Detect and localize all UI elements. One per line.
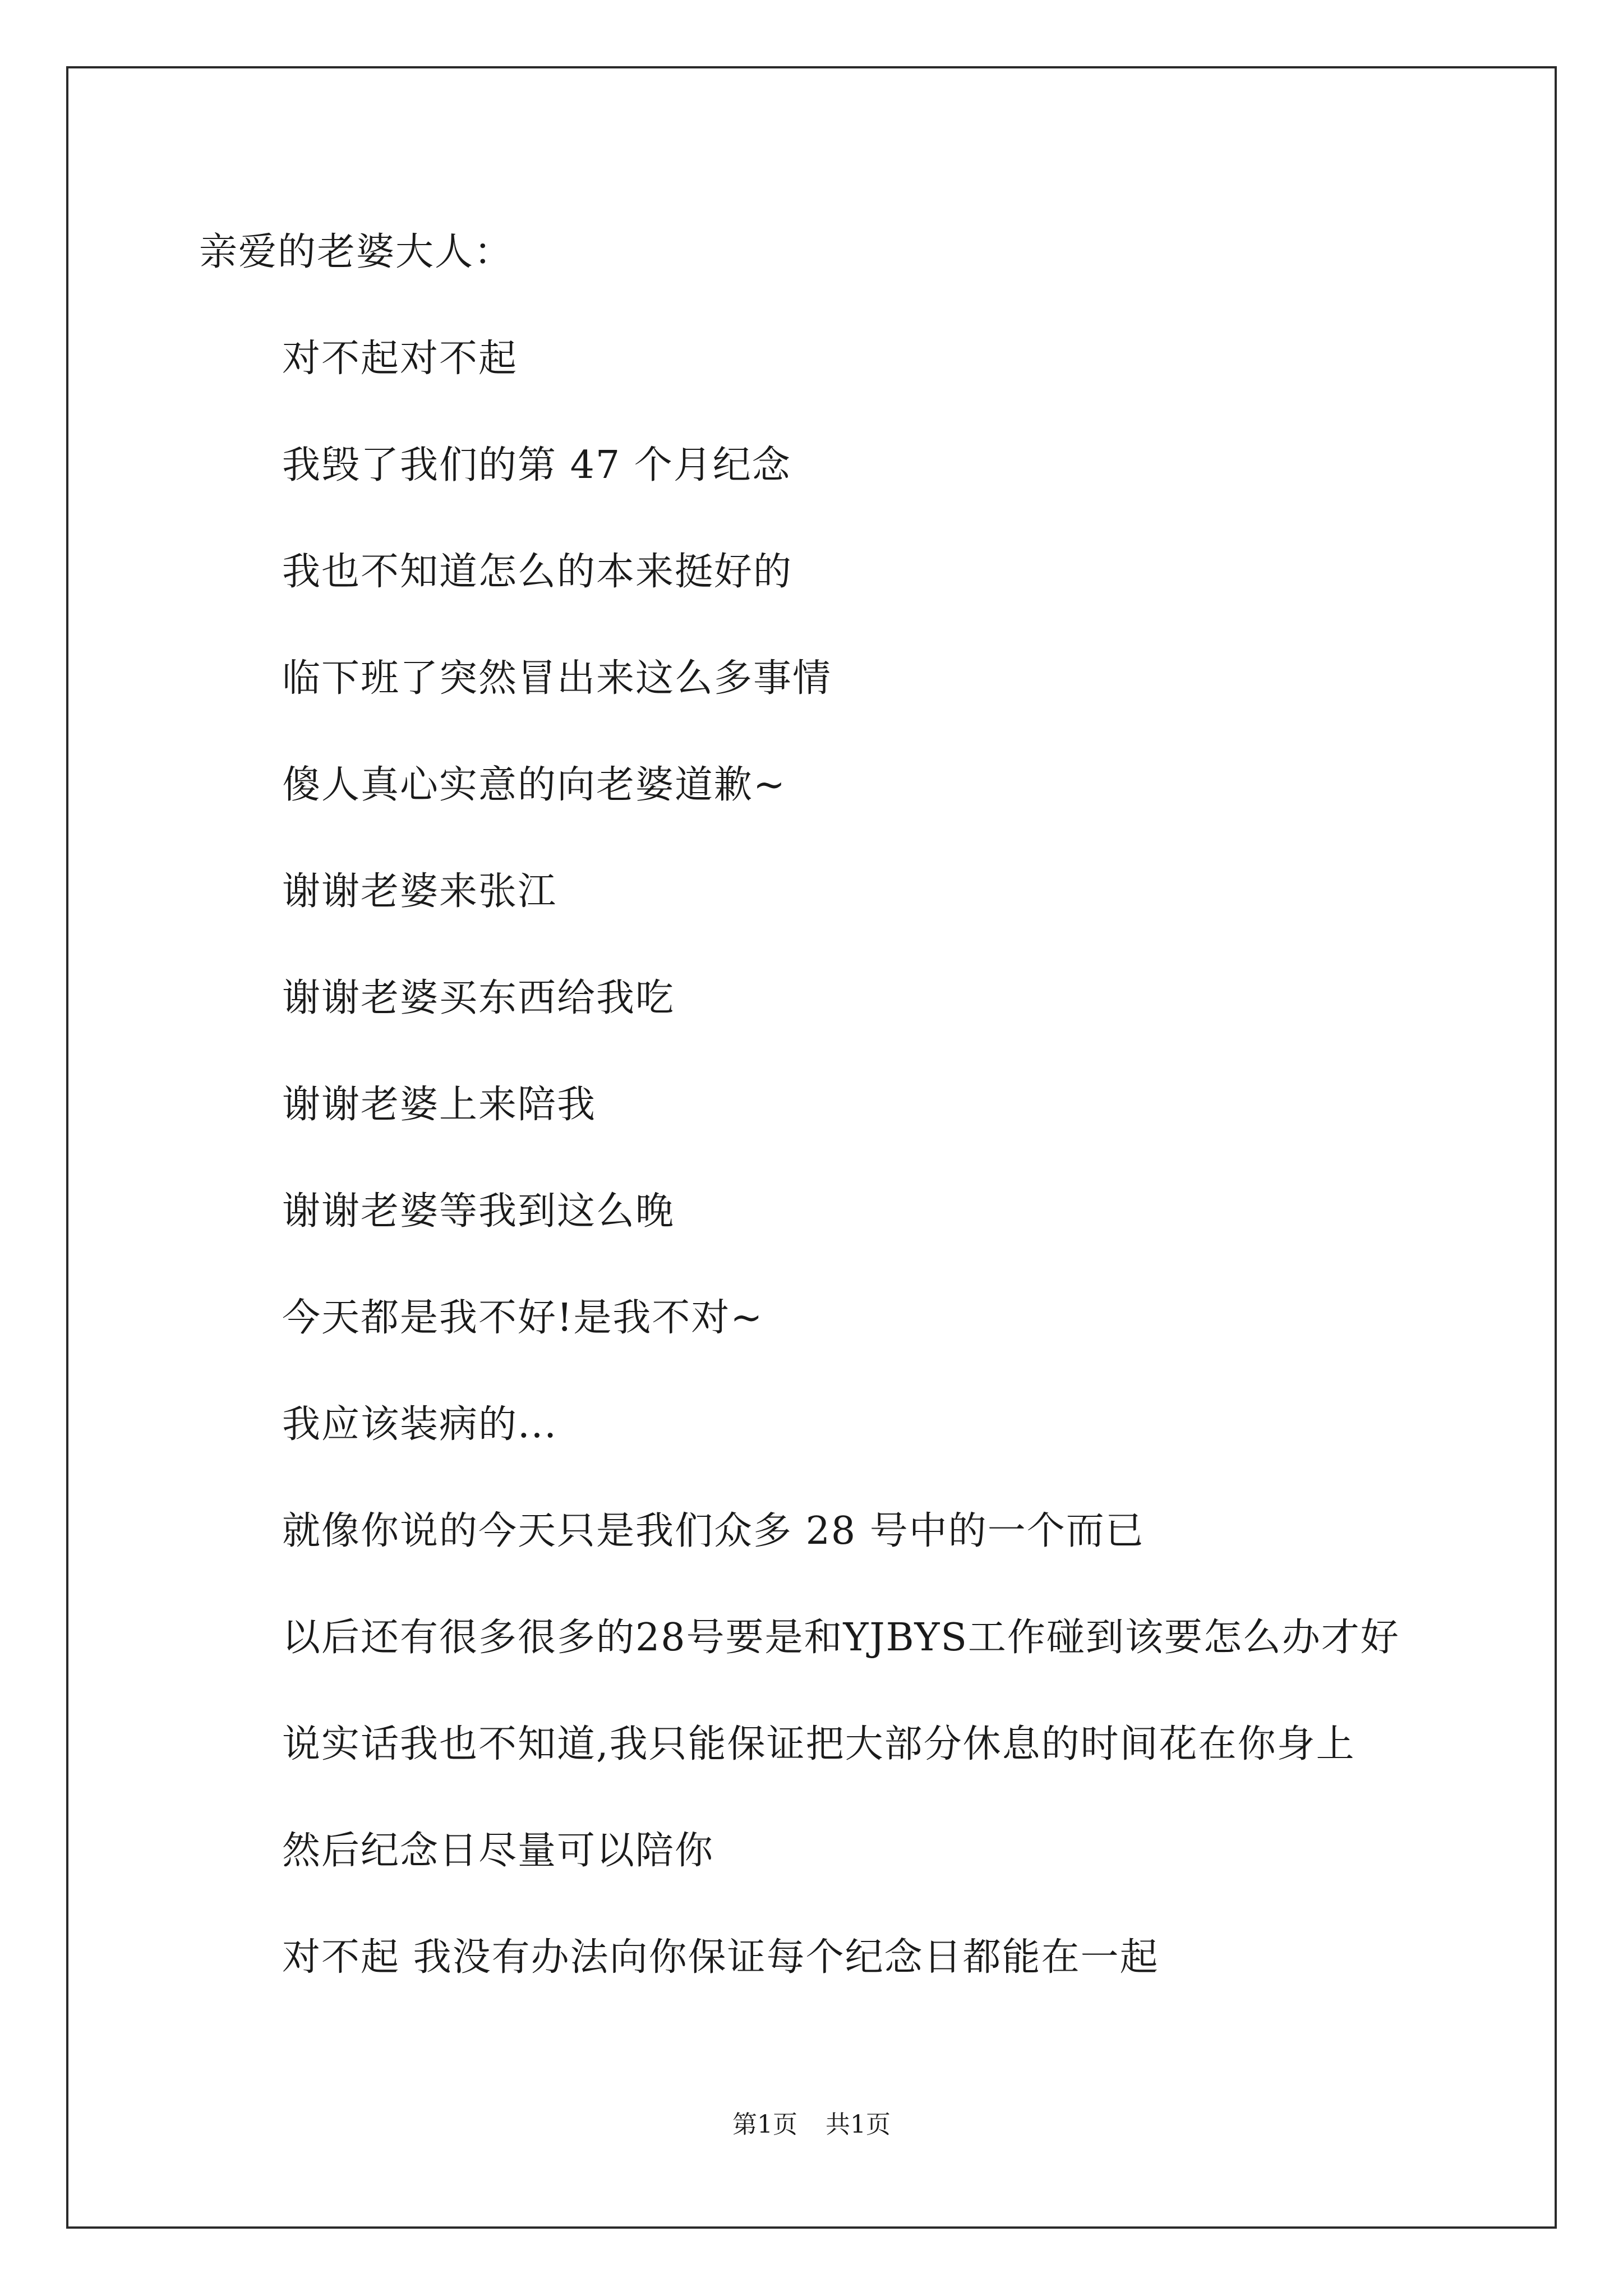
page-total: 共1页 [826,2110,891,2139]
letter-line: 说实话我也不知道,我只能保证把大部分休息的时间花在你身上 [282,1722,1355,1766]
letter-line: 谢谢老婆买东西给我吃 [282,976,675,1020]
page-number: 第1页 [732,2110,797,2139]
letter-line: 我毁了我们的第 47 个月纪念 [282,443,791,487]
letter-line: 我也不知道怎么的本来挺好的 [282,550,793,594]
letter-line: 对不起对不起 [282,337,518,381]
letter-line: 我应该装病的... [282,1402,557,1447]
salutation: 亲爱的老婆大人： [199,230,514,274]
letter-line: 对不起 我没有办法向你保证每个纪念日都能在一起 [282,1935,1159,1980]
letter-line: 谢谢老婆等我到这么晚 [282,1189,675,1234]
letter-lines [282,332,1400,2037]
letter-line: 谢谢老婆上来陪我 [282,1083,597,1127]
letter-line: 谢谢老婆来张江 [282,869,557,914]
letter-line: 临下班了突然冒出来这么多事情 [282,656,832,701]
letter-line: 就像你说的今天只是我们众多 28 号中的一个而已 [282,1509,1145,1553]
letter-line: 以后还有很多很多的28号要是和YJBYS工作碰到该要怎么办才好 [282,1616,1400,1660]
page-footer [0,2108,1623,2142]
letter-line: 今天都是我不好!是我不对~ [282,1296,764,1340]
letter-line: 然后纪念日尽量可以陪你 [282,1829,714,1873]
letter-line: 傻人真心实意的向老婆道歉~ [282,763,786,807]
